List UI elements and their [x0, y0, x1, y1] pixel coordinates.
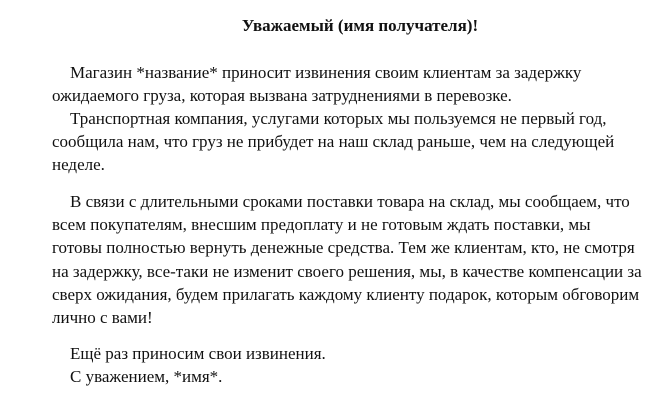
- paragraph-refund-offer: В связи с длительными сроками поставки товара на склад, мы сообщаем, что всем покупателям, внесшим предоплату и не готовым ждать поставки, мы готовы полностью вернуть денежные средства. Тем же клиентам, кто, не смотря на задержку, все-таки не изменит своего решения, мы, в качестве компенсации за сверх ожидания, будем прилагать каждому клиенту подарок, которым обговорим лично с вами!: [52, 192, 642, 328]
- paragraph-apology: Магазин *название* приносит извинения своим клиентам за задержку ожидаемого груза, которая вызвана затруднениями в перевозке.: [52, 63, 582, 106]
- paragraph-transport: Транспортная компания, услугами которых мы пользуемся не первый год, сообщила нам, что груз не прибудет на наш склад раньше, чем на следующей неделе.: [52, 109, 615, 175]
- letter-greeting: Уважаемый (имя получателя)!: [241, 16, 479, 35]
- paragraph-signature: С уважением, *имя*.: [70, 367, 223, 386]
- paragraph-closing-apology: Ещё раз приносим свои извинения.: [70, 344, 326, 363]
